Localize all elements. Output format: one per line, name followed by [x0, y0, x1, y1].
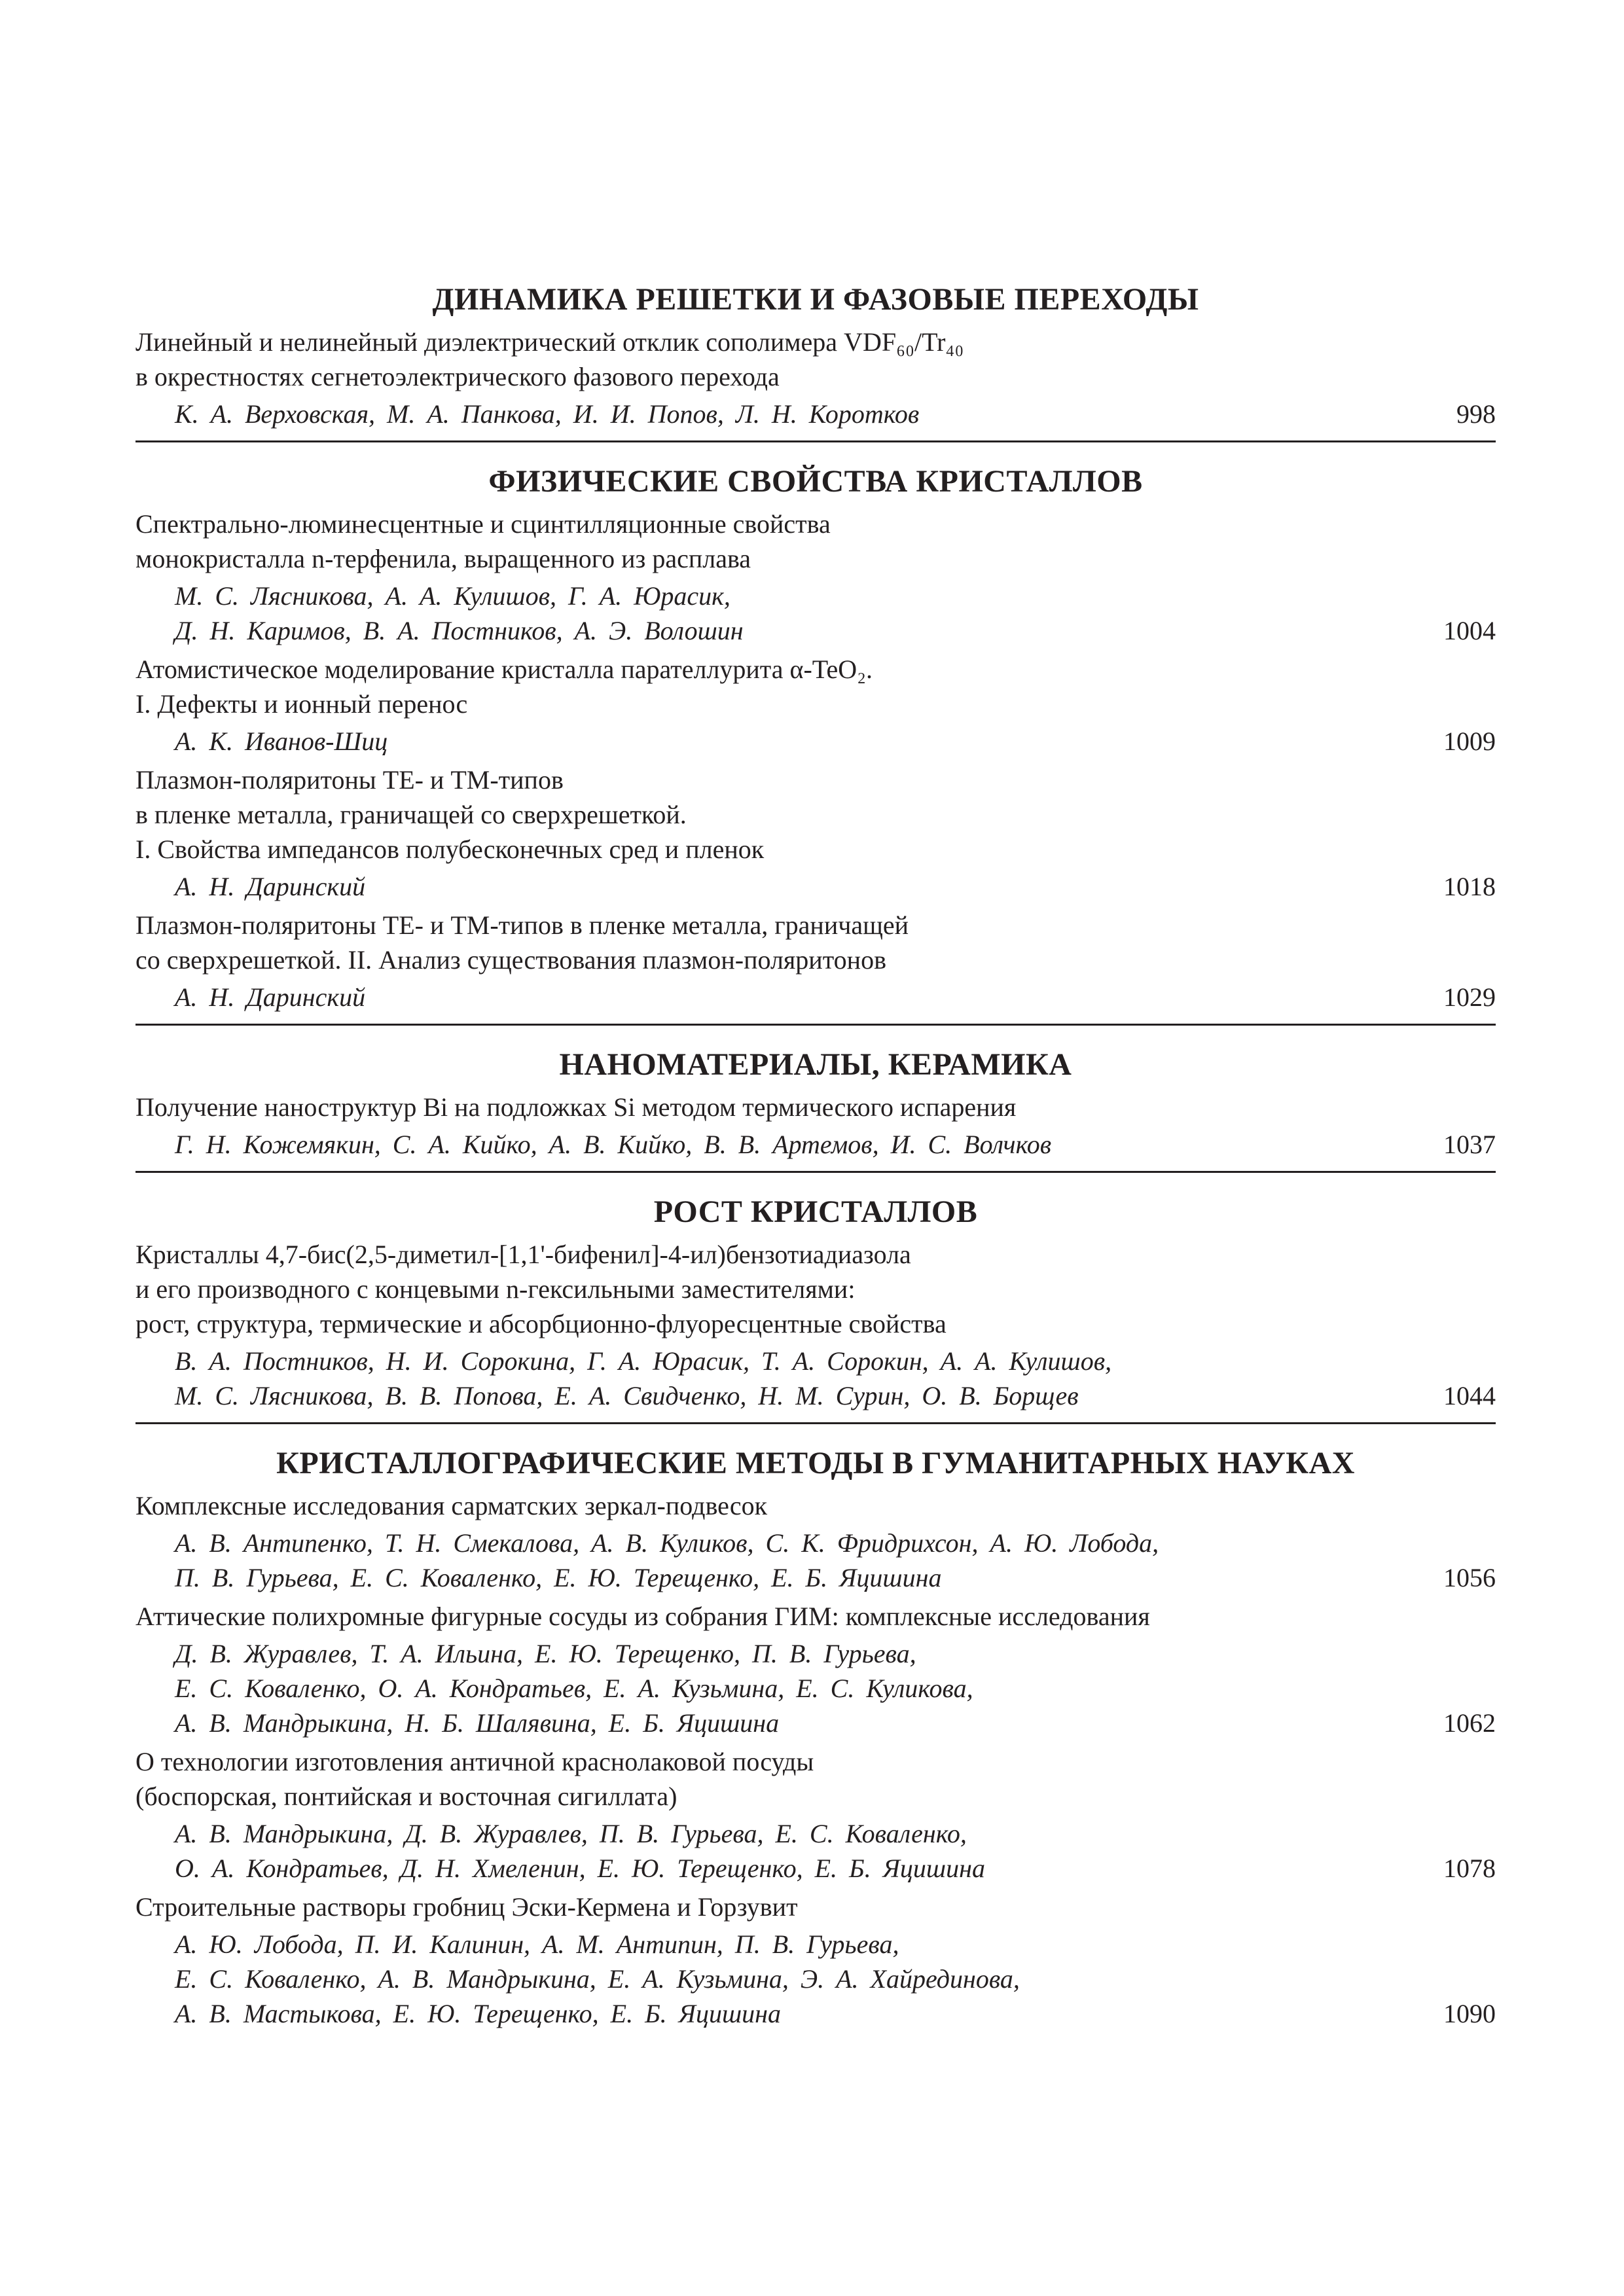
toc-entry — [135, 507, 1496, 648]
section-title: НАНОМАТЕРИАЛЫ, КЕРАМИКА — [559, 1047, 1072, 1082]
entry-title-line: Строительные растворы гробниц Эски-Кермена и Горзувит — [135, 1892, 798, 1922]
author-line: А. К. Иванов-Шиц — [175, 726, 388, 756]
author-line: А. В. Мандрыкина, Н. Б. Шалявина, Е. Б. Яцишина — [175, 1708, 780, 1738]
author-line: А. Н. Даринский — [175, 982, 366, 1012]
entry-title-line: I. Свойства импедансов полубесконечных сред и пленок — [135, 834, 765, 864]
toc-entry — [135, 908, 1496, 1014]
toc-entry — [135, 762, 1496, 904]
page-number: 1004 — [1443, 616, 1496, 645]
entry-authors — [135, 724, 1496, 759]
author-line: Д. В. Журавлев, Т. А. Ильина, Е. Ю. Терещенко, П. В. Гурьева, — [175, 1639, 916, 1668]
entry-title-line: Получение наноструктур Bi на подложках Si методом термического испарения — [135, 1092, 1017, 1122]
entry-authors — [135, 980, 1496, 1014]
toc-section — [135, 1045, 1496, 1173]
entry-authors — [135, 1636, 1496, 1740]
author-line: А. Н. Даринский — [175, 872, 366, 901]
page-number: 1044 — [1443, 1381, 1496, 1410]
section-title: ФИЗИЧЕСКИЕ СВОЙСТВА КРИСТАЛЛОВ — [488, 464, 1143, 499]
entry-authors — [135, 397, 1496, 431]
entry-title-line: (боспорская, понтийская и восточная сигиллата) — [135, 1782, 677, 1811]
toc-entry — [135, 1890, 1496, 2031]
author-line: Е. С. Коваленко, О. А. Кондратьев, Е. А. Кузьмина, Е. С. Куликова, — [175, 1674, 973, 1703]
entry-title-line: Кристаллы 4,7-бис(2,5-диметил-[1,1'-бифенил]-4-ил)бензотиадиазола — [135, 1240, 911, 1269]
author-line: П. В. Гурьева, Е. С. Коваленко, Е. Ю. Терещенко, Е. Б. Яцишина — [175, 1563, 942, 1592]
table-of-contents — [135, 280, 1496, 2035]
entry-title-line: Комплексные исследования сарматских зеркал-подвесок — [135, 1491, 768, 1520]
entry-title-line: О технологии изготовления античной краснолаковой посуды — [135, 1747, 814, 1776]
page-number: 1018 — [1443, 872, 1496, 901]
author-line: К. А. Верховская, М. А. Панкова, И. И. Попов, Л. Н. Коротков — [175, 399, 920, 429]
author-line: А. В. Мастыкова, Е. Ю. Терещенко, Е. Б. Яцишина — [175, 1999, 781, 2028]
author-line: М. С. Лясникова, В. В. Попова, Е. А. Свидченко, Н. М. Сурин, О. В. Борщев — [175, 1381, 1079, 1410]
entry-title-line: со сверхрешеткой. II. Анализ существования плазмон-поляритонов — [135, 945, 886, 975]
section-title: КРИСТАЛЛОГРАФИЧЕСКИЕ МЕТОДЫ В ГУМАНИТАРНЫХ НАУКАХ — [276, 1446, 1355, 1480]
entry-title-line: Плазмон-поляритоны TE- и TM-типов в пленке металла, граничащей — [135, 910, 909, 940]
entry-title-line: и его производного с концевыми n-гексильными заместителями: — [135, 1274, 856, 1304]
author-line: Д. Н. Каримов, В. А. Постников, А. Э. Волошин — [175, 616, 744, 645]
toc-entry — [135, 325, 1496, 431]
entry-authors — [135, 1816, 1496, 1886]
entry-title-line: Плазмон-поляритоны TE- и TM-типов — [135, 765, 564, 795]
toc-section — [135, 1444, 1496, 2031]
author-line: А. В. Антипенко, Т. Н. Смекалова, А. В. Куликов, С. К. Фридрихсон, А. Ю. Лобода, — [175, 1528, 1159, 1558]
entry-authors — [135, 1344, 1496, 1413]
entry-title-line: Линейный и нелинейный диэлектрический отклик сополимера VDF₆₀/Tr₄₀ — [135, 327, 964, 357]
page-number: 1090 — [1443, 1999, 1496, 2028]
page-number: 998 — [1456, 399, 1496, 429]
author-line: Г. Н. Кожемякин, С. А. Кийко, А. В. Кийко, В. В. Артемов, И. С. Волчков — [175, 1130, 1052, 1159]
section-divider — [135, 440, 1496, 442]
entry-title-line: в окрестностях сегнетоэлектрического фазового перехода — [135, 362, 780, 391]
page-number: 1062 — [1443, 1708, 1496, 1738]
page-number: 1009 — [1443, 726, 1496, 756]
section-divider — [135, 1422, 1496, 1424]
section-divider — [135, 1171, 1496, 1173]
page-number: 1037 — [1443, 1130, 1496, 1159]
entry-title-line: монокристалла n-терфенила, выращенного из расплава — [135, 544, 751, 573]
toc-section — [135, 462, 1496, 1026]
toc-section — [135, 1193, 1496, 1424]
section-title: ДИНАМИКА РЕШЕТКИ И ФАЗОВЫЕ ПЕРЕХОДЫ — [432, 282, 1199, 317]
entry-authors — [135, 1526, 1496, 1595]
toc-section — [135, 280, 1496, 442]
toc-entry — [135, 1488, 1496, 1595]
author-line: Е. С. Коваленко, А. В. Мандрыкина, Е. А. Кузьмина, Э. А. Хайрединова, — [175, 1964, 1020, 1994]
author-line: В. А. Постников, Н. И. Сорокина, Г. А. Юрасик, Т. А. Сорокин, А. А. Кулишов, — [175, 1346, 1112, 1376]
entry-title-line: Аттические полихромные фигурные сосуды из собрания ГИМ: комплексные исследования — [135, 1602, 1150, 1631]
entry-title-line: рост, структура, термические и абсорбционно-флуоресцентные свойства — [135, 1309, 947, 1338]
author-line: А. В. Мандрыкина, Д. В. Журавлев, П. В. Гурьева, Е. С. Коваленко, — [175, 1819, 967, 1848]
author-line: О. А. Кондратьев, Д. Н. Хмеленин, Е. Ю. Терещенко, Е. Б. Яцишина — [175, 1854, 985, 1883]
author-line: М. С. Лясникова, А. А. Кулишов, Г. А. Юрасик, — [175, 581, 731, 611]
entry-authors — [135, 1127, 1496, 1162]
page-number: 1029 — [1443, 982, 1496, 1012]
toc-entry — [135, 1090, 1496, 1162]
toc-entry — [135, 652, 1496, 759]
page-number: 1056 — [1443, 1563, 1496, 1592]
toc-entry — [135, 1599, 1496, 1740]
entry-title-line: Атомистическое моделирование кристалла парателлурита α-TeO₂. — [135, 655, 873, 684]
toc-entry — [135, 1744, 1496, 1886]
entry-authors — [135, 579, 1496, 648]
entry-authors — [135, 869, 1496, 904]
section-divider — [135, 1024, 1496, 1026]
entry-title-line: I. Дефекты и ионный перенос — [135, 689, 468, 719]
author-line: А. Ю. Лобода, П. И. Калинин, А. М. Антипин, П. В. Гурьева, — [175, 1929, 899, 1959]
entry-authors — [135, 1927, 1496, 2031]
entry-title-line: Спектрально-люминесцентные и сцинтилляционные свойства — [135, 509, 831, 539]
toc-entry — [135, 1237, 1496, 1413]
page-number: 1078 — [1443, 1854, 1496, 1883]
section-title: РОСТ КРИСТАЛЛОВ — [653, 1194, 978, 1229]
entry-title-line: в пленке металла, граничащей со сверхрешеткой. — [135, 800, 687, 829]
